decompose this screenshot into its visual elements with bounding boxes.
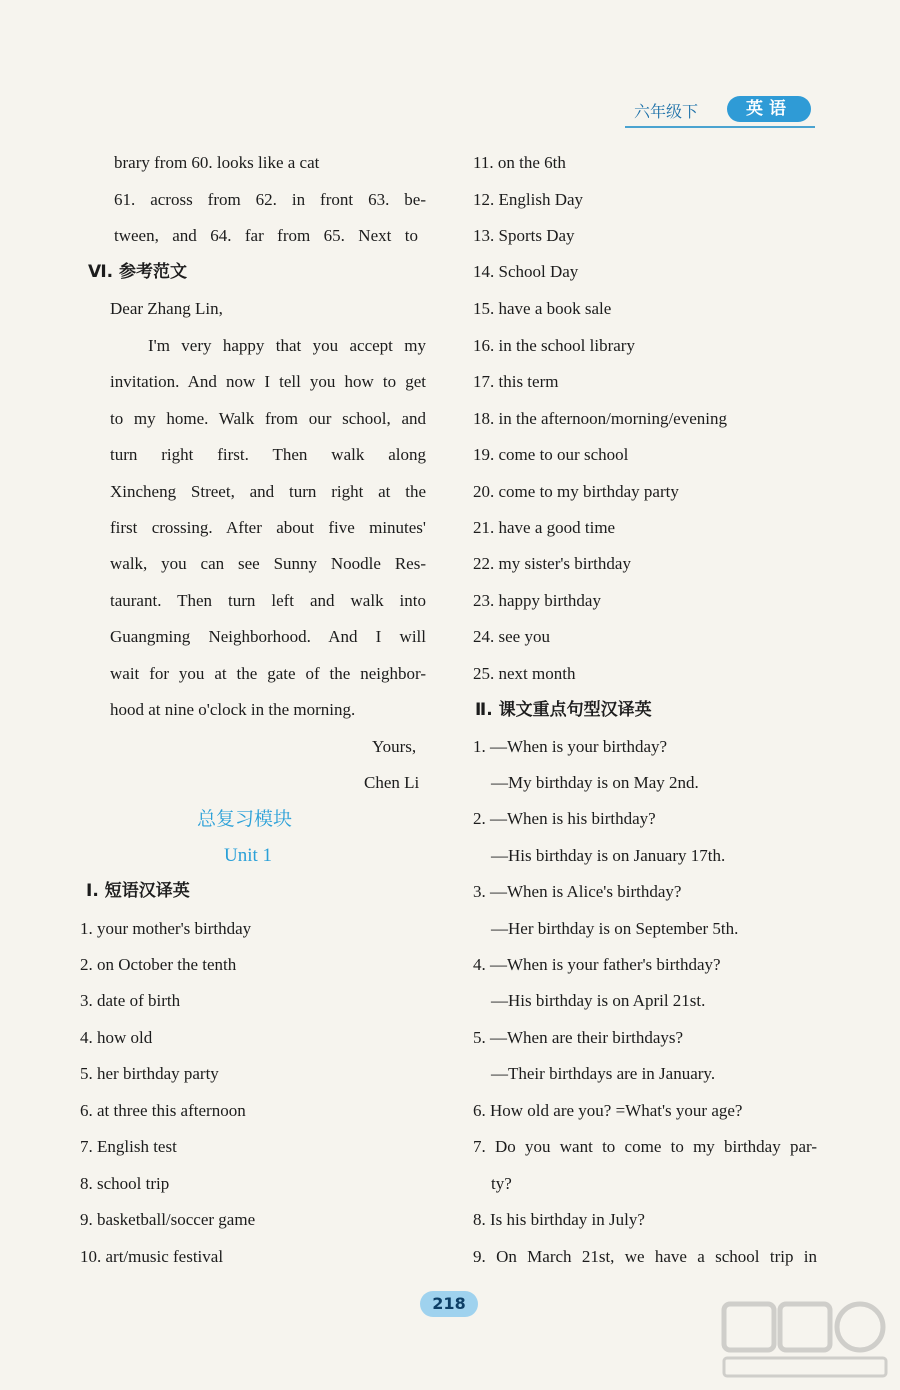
phrase-item: 4. how old (80, 1028, 153, 1047)
phrase-item: 6. at three this afternoon (80, 1101, 246, 1120)
sentence-item: —His birthday is on January 17th. (491, 846, 726, 865)
sentence-item: 7. Do you want to come to my birthday par- (473, 1137, 817, 1156)
sentence-item: 9. On March 21st, we have a school trip in (473, 1247, 817, 1266)
phrase-item: 8. school trip (80, 1174, 170, 1193)
phrase-item: 24. see you (473, 627, 550, 646)
phrase-item: 15. have a book sale (473, 299, 612, 318)
letter-line: turn right first. Then walk along (110, 445, 426, 464)
phrase-item: 3. date of birth (80, 991, 181, 1010)
sentence-item: —Her birthday is on September 5th. (491, 919, 739, 938)
sentence-item: 5. —When are their birthdays? (473, 1028, 684, 1047)
phrase-item: 14. School Day (473, 262, 579, 281)
sentence-item: —His birthday is on April 21st. (491, 991, 706, 1010)
phrase-item: 12. English Day (473, 190, 584, 209)
unit-title: Unit 1 (224, 845, 273, 866)
phrase-item: 2. on October the tenth (80, 955, 237, 974)
phrase-item: 23. happy birthday (473, 591, 601, 610)
watermark-logo (720, 1300, 890, 1380)
sentence-item: 4. —When is your father's birthday? (473, 955, 721, 974)
letter-signature: Chen Li (364, 773, 420, 792)
letter-line: Guangming Neighborhood. And I will (110, 627, 426, 646)
letter-line: walk, you can see Sunny Noodle Res- (110, 554, 426, 573)
section-heading-vi: Ⅵ. 参考范文 (88, 262, 188, 282)
phrase-item: 10. art/music festival (80, 1247, 224, 1266)
phrase-item: 5. her birthday party (80, 1064, 219, 1083)
sentence-item: ty? (491, 1174, 512, 1193)
phrase-item: 18. in the afternoon/morning/evening (473, 409, 727, 428)
sentence-item: —My birthday is on May 2nd. (491, 773, 699, 792)
answer-line: 61. across from 62. in front 63. be- (114, 190, 426, 209)
module-title: 总复习模块 (197, 808, 293, 830)
letter-greeting: Dear Zhang Lin, (110, 299, 223, 318)
phrase-item: 19. come to our school (473, 445, 629, 464)
answer-line: tween, and 64. far from 65. Next to (114, 226, 418, 245)
phrase-item: 13. Sports Day (473, 226, 575, 245)
sentence-item: 8. Is his birthday in July? (473, 1210, 645, 1229)
subject-badge: 英语 (727, 96, 811, 122)
phrase-item: 1. your mother's birthday (80, 919, 252, 938)
letter-line: I'm very happy that you accept my (148, 336, 426, 355)
sentence-item: 2. —When is his birthday? (473, 809, 656, 828)
phrase-item: 7. English test (80, 1137, 177, 1156)
letter-line: Xincheng Street, and turn right at the (110, 482, 426, 501)
grade-label: 六年级下 (634, 102, 699, 121)
section-heading-ii: Ⅱ. 课文重点句型汉译英 (475, 700, 652, 720)
phrase-item: 20. come to my birthday party (473, 482, 679, 501)
phrase-item: 16. in the school library (473, 336, 635, 355)
phrase-item: 22. my sister's birthday (473, 554, 631, 573)
letter-line: wait for you at the gate of the neighbor- (110, 664, 426, 683)
answer-line: brary from 60. looks like a cat (114, 153, 320, 172)
letter-line: taurant. Then turn left and walk into (110, 591, 426, 610)
sentence-item: 3. —When is Alice's birthday? (473, 882, 682, 901)
letter-line: first crossing. After about five minutes' (110, 518, 426, 537)
letter-line: hood at nine o'clock in the morning. (110, 700, 356, 719)
phrase-item: 9. basketball/soccer game (80, 1210, 256, 1229)
sentence-item: 1. —When is your birthday? (473, 737, 668, 756)
letter-closing: Yours, (372, 737, 417, 756)
page-number: 218 (420, 1291, 478, 1317)
phrase-item: 17. this term (473, 372, 559, 391)
letter-line: to my home. Walk from our school, and (110, 409, 426, 428)
phrase-item: 25. next month (473, 664, 576, 683)
section-heading-i: Ⅰ. 短语汉译英 (86, 881, 190, 901)
letter-line: invitation. And now I tell you how to get (110, 372, 426, 391)
sentence-item: —Their birthdays are in January. (491, 1064, 716, 1083)
header-rule (625, 126, 815, 128)
phrase-item: 11. on the 6th (473, 153, 566, 172)
sentence-item: 6. How old are you? =What's your age? (473, 1101, 743, 1120)
phrase-item: 21. have a good time (473, 518, 616, 537)
